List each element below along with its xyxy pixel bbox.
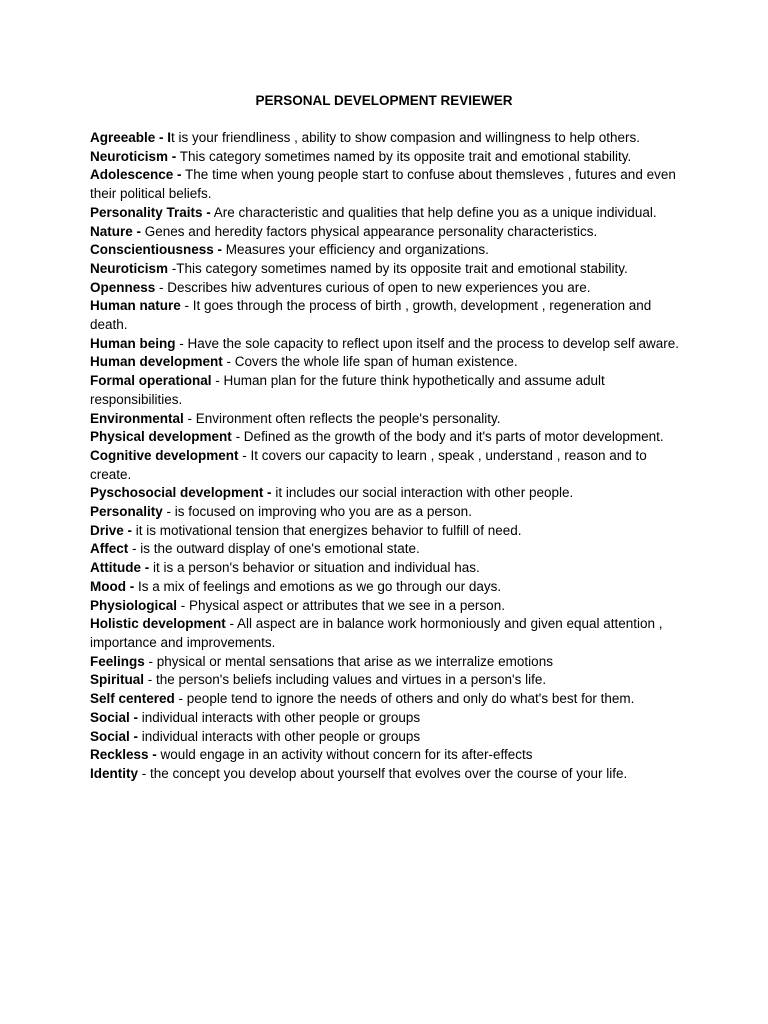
entry [90, 447, 690, 484]
entry-definition: - Defined as the growth of the body and it's parts of motor development. [231, 429, 664, 445]
entry-term: Pyschosocial development - [90, 485, 272, 501]
entry-term: Social - [90, 709, 139, 725]
entry-term: Agreeable - I [90, 130, 172, 145]
entry-term: Physiological [90, 597, 178, 613]
entry [90, 279, 690, 298]
entry-term: Holistic development [90, 616, 226, 632]
entry-term: Cognitive development [90, 447, 239, 463]
entry-definition: t is your friendliness , ability to show compasion and willingness to help others. [171, 130, 641, 145]
entry-term: Human being [90, 335, 176, 351]
entry [90, 578, 690, 597]
entry-term: Openness [90, 279, 156, 295]
entry-term: Mood - [90, 578, 135, 594]
entry [90, 765, 690, 784]
entry-definition: would engage in an activity without concern for its after-effects [156, 747, 533, 763]
entry [90, 522, 690, 541]
entry-definition: -This category sometimes named by its opposite trait and emotional stability. [168, 260, 628, 276]
entry-definition: - people tend to ignore the needs of others and only do what's best for them. [174, 691, 635, 707]
entry [90, 690, 690, 709]
entry-term: Identity [90, 765, 139, 781]
entry [90, 353, 690, 372]
entry-term: Affect [90, 541, 129, 557]
entry-definition: - It goes through the process of birth , growth, development , regeneration and death. [90, 298, 652, 333]
entry-definition: The time when young people start to confuse about themsleves , futures and even their political beliefs. [90, 167, 676, 202]
entry [90, 746, 690, 765]
entry-definition: Measures your efficiency and organizations. [222, 242, 489, 258]
entry-definition: - the concept you develop about yourself that evolves over the course of your life. [138, 765, 628, 781]
entry-definition: - is focused on improving who you are as a person. [162, 504, 472, 520]
entry-term: Personality Traits - [90, 204, 211, 220]
entry-term: Nature - [90, 223, 142, 239]
entry [90, 559, 690, 578]
entry-term: Human nature [90, 298, 181, 314]
entry-term: Drive - [90, 522, 133, 538]
entry [90, 503, 690, 522]
entry [90, 166, 690, 203]
entry-definition: Are characteristic and qualities that help define you as a unique individual. [210, 204, 657, 220]
entry-definition: - It covers our capacity to learn , speak , understand , reason and to create. [90, 447, 647, 482]
entry-definition: - physical or mental sensations that arise as we interralize emotions [144, 653, 553, 669]
entry [90, 335, 690, 354]
entry-definition: individual interacts with other people or groups [138, 728, 421, 744]
entry-term: Human development [90, 354, 223, 370]
entry [90, 241, 690, 260]
entry [90, 223, 690, 242]
entry-term: Personality [90, 504, 163, 520]
entry-definition: - Human plan for the future think hypothetically and assume adult responsibilities. [90, 373, 605, 407]
entry-term: Neuroticism - [90, 148, 177, 164]
entry [90, 148, 690, 167]
entry-term: Physical development [90, 429, 232, 445]
entry [90, 728, 690, 747]
entry-definition: Genes and heredity factors physical appearance personality characteristics. [141, 223, 598, 239]
entry-definition: - Physical aspect or attributes that we see in a person. [177, 597, 505, 613]
entry-definition: - Have the sole capacity to reflect upon itself and the process to develop self aware. [175, 335, 680, 351]
entry [90, 615, 690, 652]
entry-term: Neuroticism [90, 260, 169, 276]
entry-term: Reckless - [90, 747, 157, 763]
entry [90, 372, 690, 409]
entry [90, 204, 690, 223]
entry-definition: it is motivational tension that energizes behavior to fulfill of need. [132, 522, 522, 538]
entry-definition: - Environment often reflects the people's personality. [183, 410, 501, 426]
entry [90, 297, 690, 334]
entry [90, 671, 690, 690]
entry-term: Attitude - [90, 560, 150, 576]
entry-term: Self centered [90, 691, 175, 707]
entry [90, 410, 690, 429]
entry-definition: - is the outward display of one's emotional state. [128, 541, 420, 557]
entry [90, 260, 690, 279]
entry-term: Adolescence - [90, 167, 182, 183]
entry-term: Conscientiousness - [90, 242, 223, 258]
entry-definition: Is a mix of feelings and emotions as we go through our days. [134, 578, 502, 594]
entry-term: Spiritual [90, 672, 145, 688]
entry [90, 653, 690, 672]
entry-definition: - All aspect are in balance work hormoniously and given equal attention , importance and improvements. [90, 616, 663, 650]
entry-term: Environmental [90, 410, 184, 426]
document-title: PERSONAL DEVELOPMENT REVIEWER [255, 93, 513, 108]
entry-term: Feelings [90, 653, 145, 669]
entry [90, 484, 690, 503]
entry-definition: it is a person's behavior or situation and individual has. [149, 560, 480, 576]
entry [90, 129, 690, 148]
entry-definition: it includes our social interaction with other people. [271, 485, 574, 501]
entry-definition: - Describes hiw adventures curious of open to new experiences you are. [155, 279, 591, 295]
entry [90, 428, 690, 447]
entry-definition: individual interacts with other people or groups [138, 709, 421, 725]
entry-list [90, 129, 690, 784]
entry [90, 709, 690, 728]
entry-term: Social - [90, 728, 139, 744]
entry [90, 597, 690, 616]
entry-definition: - the person's beliefs including values and virtues in a person's life. [144, 672, 547, 688]
entry-definition: This category sometimes named by its opposite trait and emotional stability. [176, 148, 632, 164]
entry-term: Formal operational [90, 373, 212, 389]
entry [90, 540, 690, 559]
entry-definition: - Covers the whole life span of human existence. [222, 354, 518, 370]
